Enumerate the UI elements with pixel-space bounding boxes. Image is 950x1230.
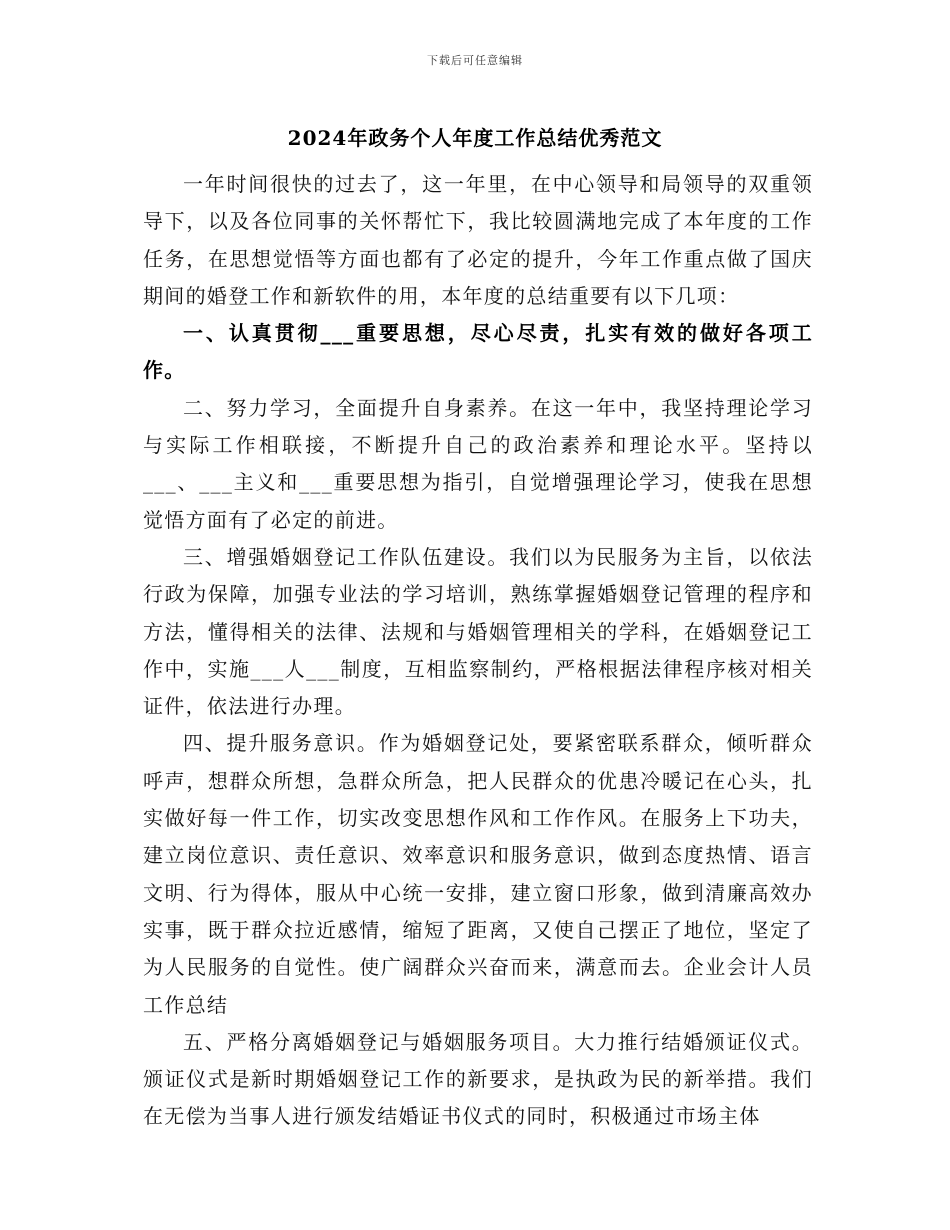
document-title: 2024年政务个人年度工作总结优秀范文 — [287, 126, 663, 150]
paragraph-section-5: 五、严格分离婚姻登记与婚姻服务项目。大力推行结婚颁证仪式。颁证仪式是新时期婚姻登记工作的新要求，是执政为民的新举措。我们在无偿为当事人进行颁发结婚证书仪式的同时，积极通过市场主体 — [143, 1029, 813, 1129]
paragraph-section-4: 四、提升服务意识。作为婚姻登记处，要紧密联系群众，倾听群众呼声，想群众所想，急群众所急，把人民群众的优患冷暖记在心头，扎实做好每一件工作，切实改变思想作风和工作作风。在服务上下功夫，建立岗位意识、责任意识、效率意识和服务意识，做到态度热情、语言文明、行为得体，服从中心统一安排，建立窗口形象，做到清廉高效办实事，既于群众拉近感情，缩短了距离，又使自己摆正了地位，坚定了为人民服务的自觉性。使广阔群众兴奋而来，满意而去。企业会计人员工作总结 — [143, 731, 813, 1017]
paragraph-section-1: 一、认真贯彻___重要思想，尽心尽责，扎实有效的做好各项工作。 — [143, 321, 813, 383]
paragraph-intro: 一年时间很快的过去了，这一年里，在中心领导和局领导的双重领导下，以及各位同事的关怀帮忙下，我比较圆满地完成了本年度的工作任务，在思想觉悟等方面也都有了必定的提升，今年工作重点做了国庆期间的婚登工作和新软件的用，本年度的总结重要有以下几项： — [143, 172, 813, 308]
paragraph-section-3: 三、增强婚姻登记工作队伍建设。我们以为民服务为主旨，以依法行政为保障，加强专业法的学习培训，熟练掌握婚姻登记管理的程序和方法，懂得相关的法律、法规和与婚姻管理相关的学科，在婚姻登记工作中，实施___人___制度，互相监察制约，严格根据法律程序核对相关证件，依法进行办理。 — [143, 544, 813, 719]
document-body — [143, 166, 813, 1136]
page-header-note: 下载后可任意编辑 — [427, 54, 523, 67]
paragraph-section-2: 二、努力学习，全面提升自身素养。在这一年中，我坚持理论学习与实际工作相联接，不断提升自己的政治素养和理论水平。坚持以___、___主义和___重要思想为指引，自觉增强理论学习，使我在思想觉悟方面有了必定的前进。 — [143, 395, 813, 532]
